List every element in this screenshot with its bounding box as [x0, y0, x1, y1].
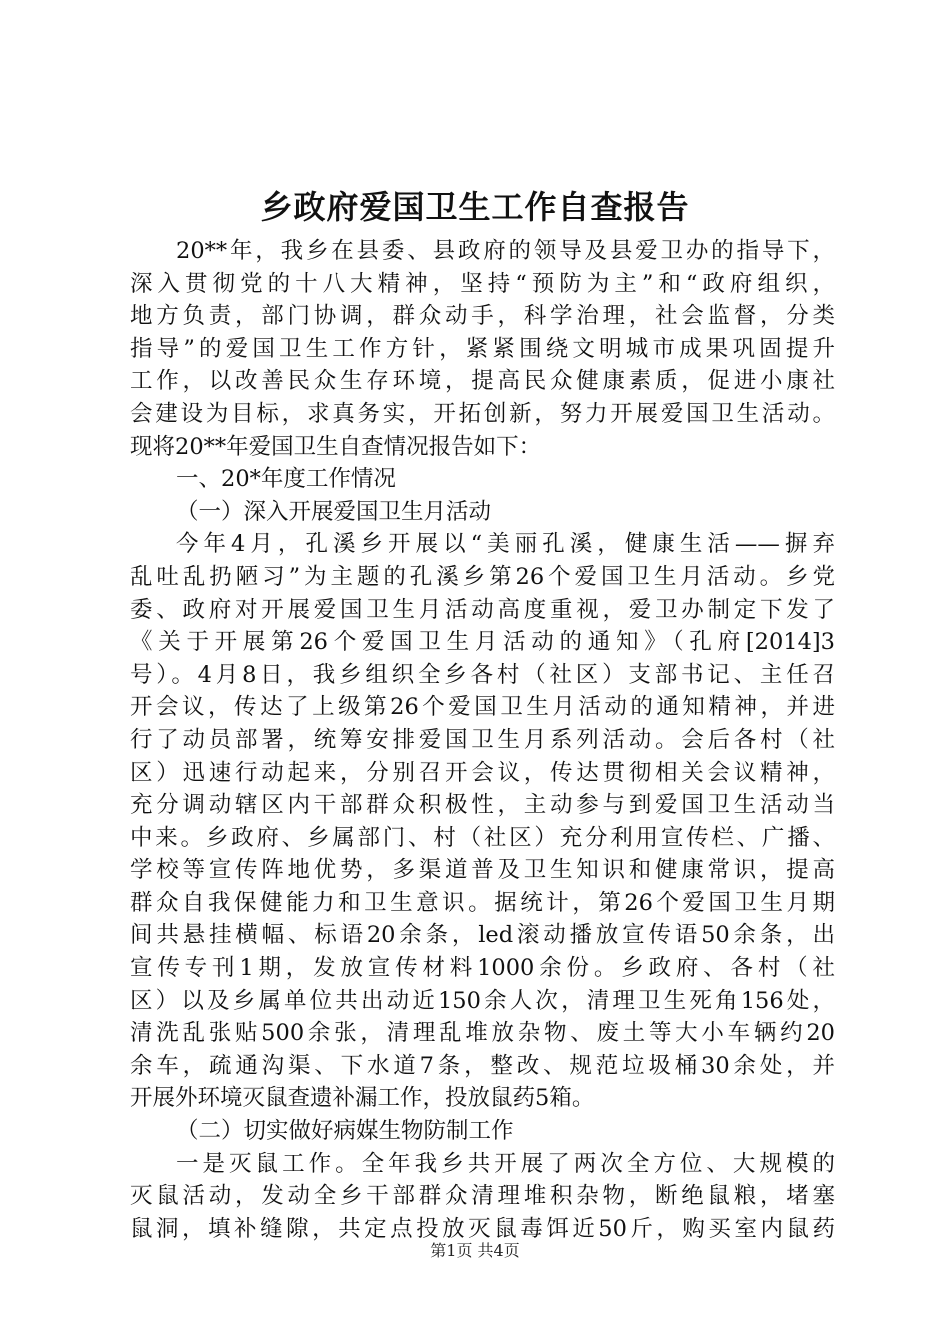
text-line: 群众自我保健能力和卫生意识。据统计，第26个爱国卫生月期 — [130, 889, 835, 916]
text-line: 中来。乡政府、乡属部门、村（社区）充分利用宣传栏、广播、 — [130, 824, 835, 851]
text-line: 一、20*年度工作情况 — [176, 466, 396, 493]
text-line: 会建设为目标，求真务实，开拓创新，努力开展爱国卫生活动。 — [130, 400, 835, 427]
text-line: 间共悬挂横幅、标语20余条，led滚动播放宣传语50余条，出 — [130, 922, 835, 949]
text-line: 充分调动辖区内干部群众积极性，主动参与到爱国卫生活动当 — [130, 792, 835, 819]
text-line: （一）深入开展爱国卫生月活动 — [176, 498, 492, 525]
document-title: 乡政府爱国卫生工作自查报告 — [260, 188, 690, 226]
text-line: 区）以及乡属单位共出动近150余人次，清理卫生死角156处， — [130, 987, 835, 1014]
text-line: 指导”的爱国卫生工作方针，紧紧围绕文明城市成果巩固提升 — [130, 335, 835, 362]
text-line: 鼠洞，填补缝隙，共定点投放灭鼠毒饵近50斤，购买室内鼠药 — [130, 1215, 835, 1242]
text-line: 清洗乱张贴500余张，清理乱堆放杂物、废土等大小车辆约20 — [130, 1020, 835, 1047]
text-line: 现将20**年爱国卫生自查情况报告如下： — [130, 433, 542, 460]
text-line: 行了动员部署，统筹安排爱国卫生月系列活动。会后各村（社 — [130, 726, 835, 753]
document-body — [130, 235, 835, 1245]
text-line: 地方负责，部门协调，群众动手，科学治理，社会监督，分类 — [130, 303, 835, 330]
text-line: 区）迅速行动起来，分别召开会议，传达贯彻相关会议精神， — [130, 759, 835, 786]
text-line: 委、政府对开展爱国卫生月活动高度重视，爱卫办制定下发了 — [130, 596, 835, 623]
text-line: 20**年，我乡在县委、县政府的领导及县爱卫办的指导下， — [176, 238, 835, 264]
text-line: 学校等宣传阵地优势，多渠道普及卫生知识和健康常识，提高 — [130, 857, 835, 884]
text-line: 余车，疏通沟渠、下水道7条，整改、规范垃圾桶30余处，并 — [130, 1052, 835, 1079]
text-line: 宣传专刊1期，发放宣传材料1000余份。乡政府、各村（社 — [130, 955, 835, 982]
text-line: 号）。4月8日，我乡组织全乡各村（社区）支部书记、主任召 — [130, 661, 835, 688]
text-line: 《关于开展第26个爱国卫生月活动的通知》（孔府[2014]3 — [130, 629, 835, 656]
page-footer: 第1页 共4页 — [430, 1241, 520, 1260]
text-line: 开会议，传达了上级第26个爱国卫生月活动的通知精神，并进 — [130, 694, 835, 721]
text-line: 今年4月，孔溪乡开展以“美丽孔溪，健康生活——摒弃 — [176, 531, 835, 558]
text-line: 工作，以改善民众生存环境，提高民众健康素质，促进小康社 — [130, 368, 835, 395]
text-line: 开展外环境灭鼠查遗补漏工作，投放鼠药5箱。 — [130, 1085, 595, 1112]
text-line: 深入贯彻党的十八大精神，坚持“预防为主”和“政府组织， — [130, 270, 835, 297]
text-line: 灭鼠活动，发动全乡干部群众清理堆积杂物，断绝鼠粮，堵塞 — [130, 1183, 835, 1210]
text-line: （二）切实做好病媒生物防制工作 — [176, 1118, 514, 1145]
text-line: 乱吐乱扔陋习”为主题的孔溪乡第26个爱国卫生月活动。乡党 — [130, 563, 835, 590]
text-line: 一是灭鼠工作。全年我乡共开展了两次全方位、大规模的 — [176, 1150, 835, 1177]
